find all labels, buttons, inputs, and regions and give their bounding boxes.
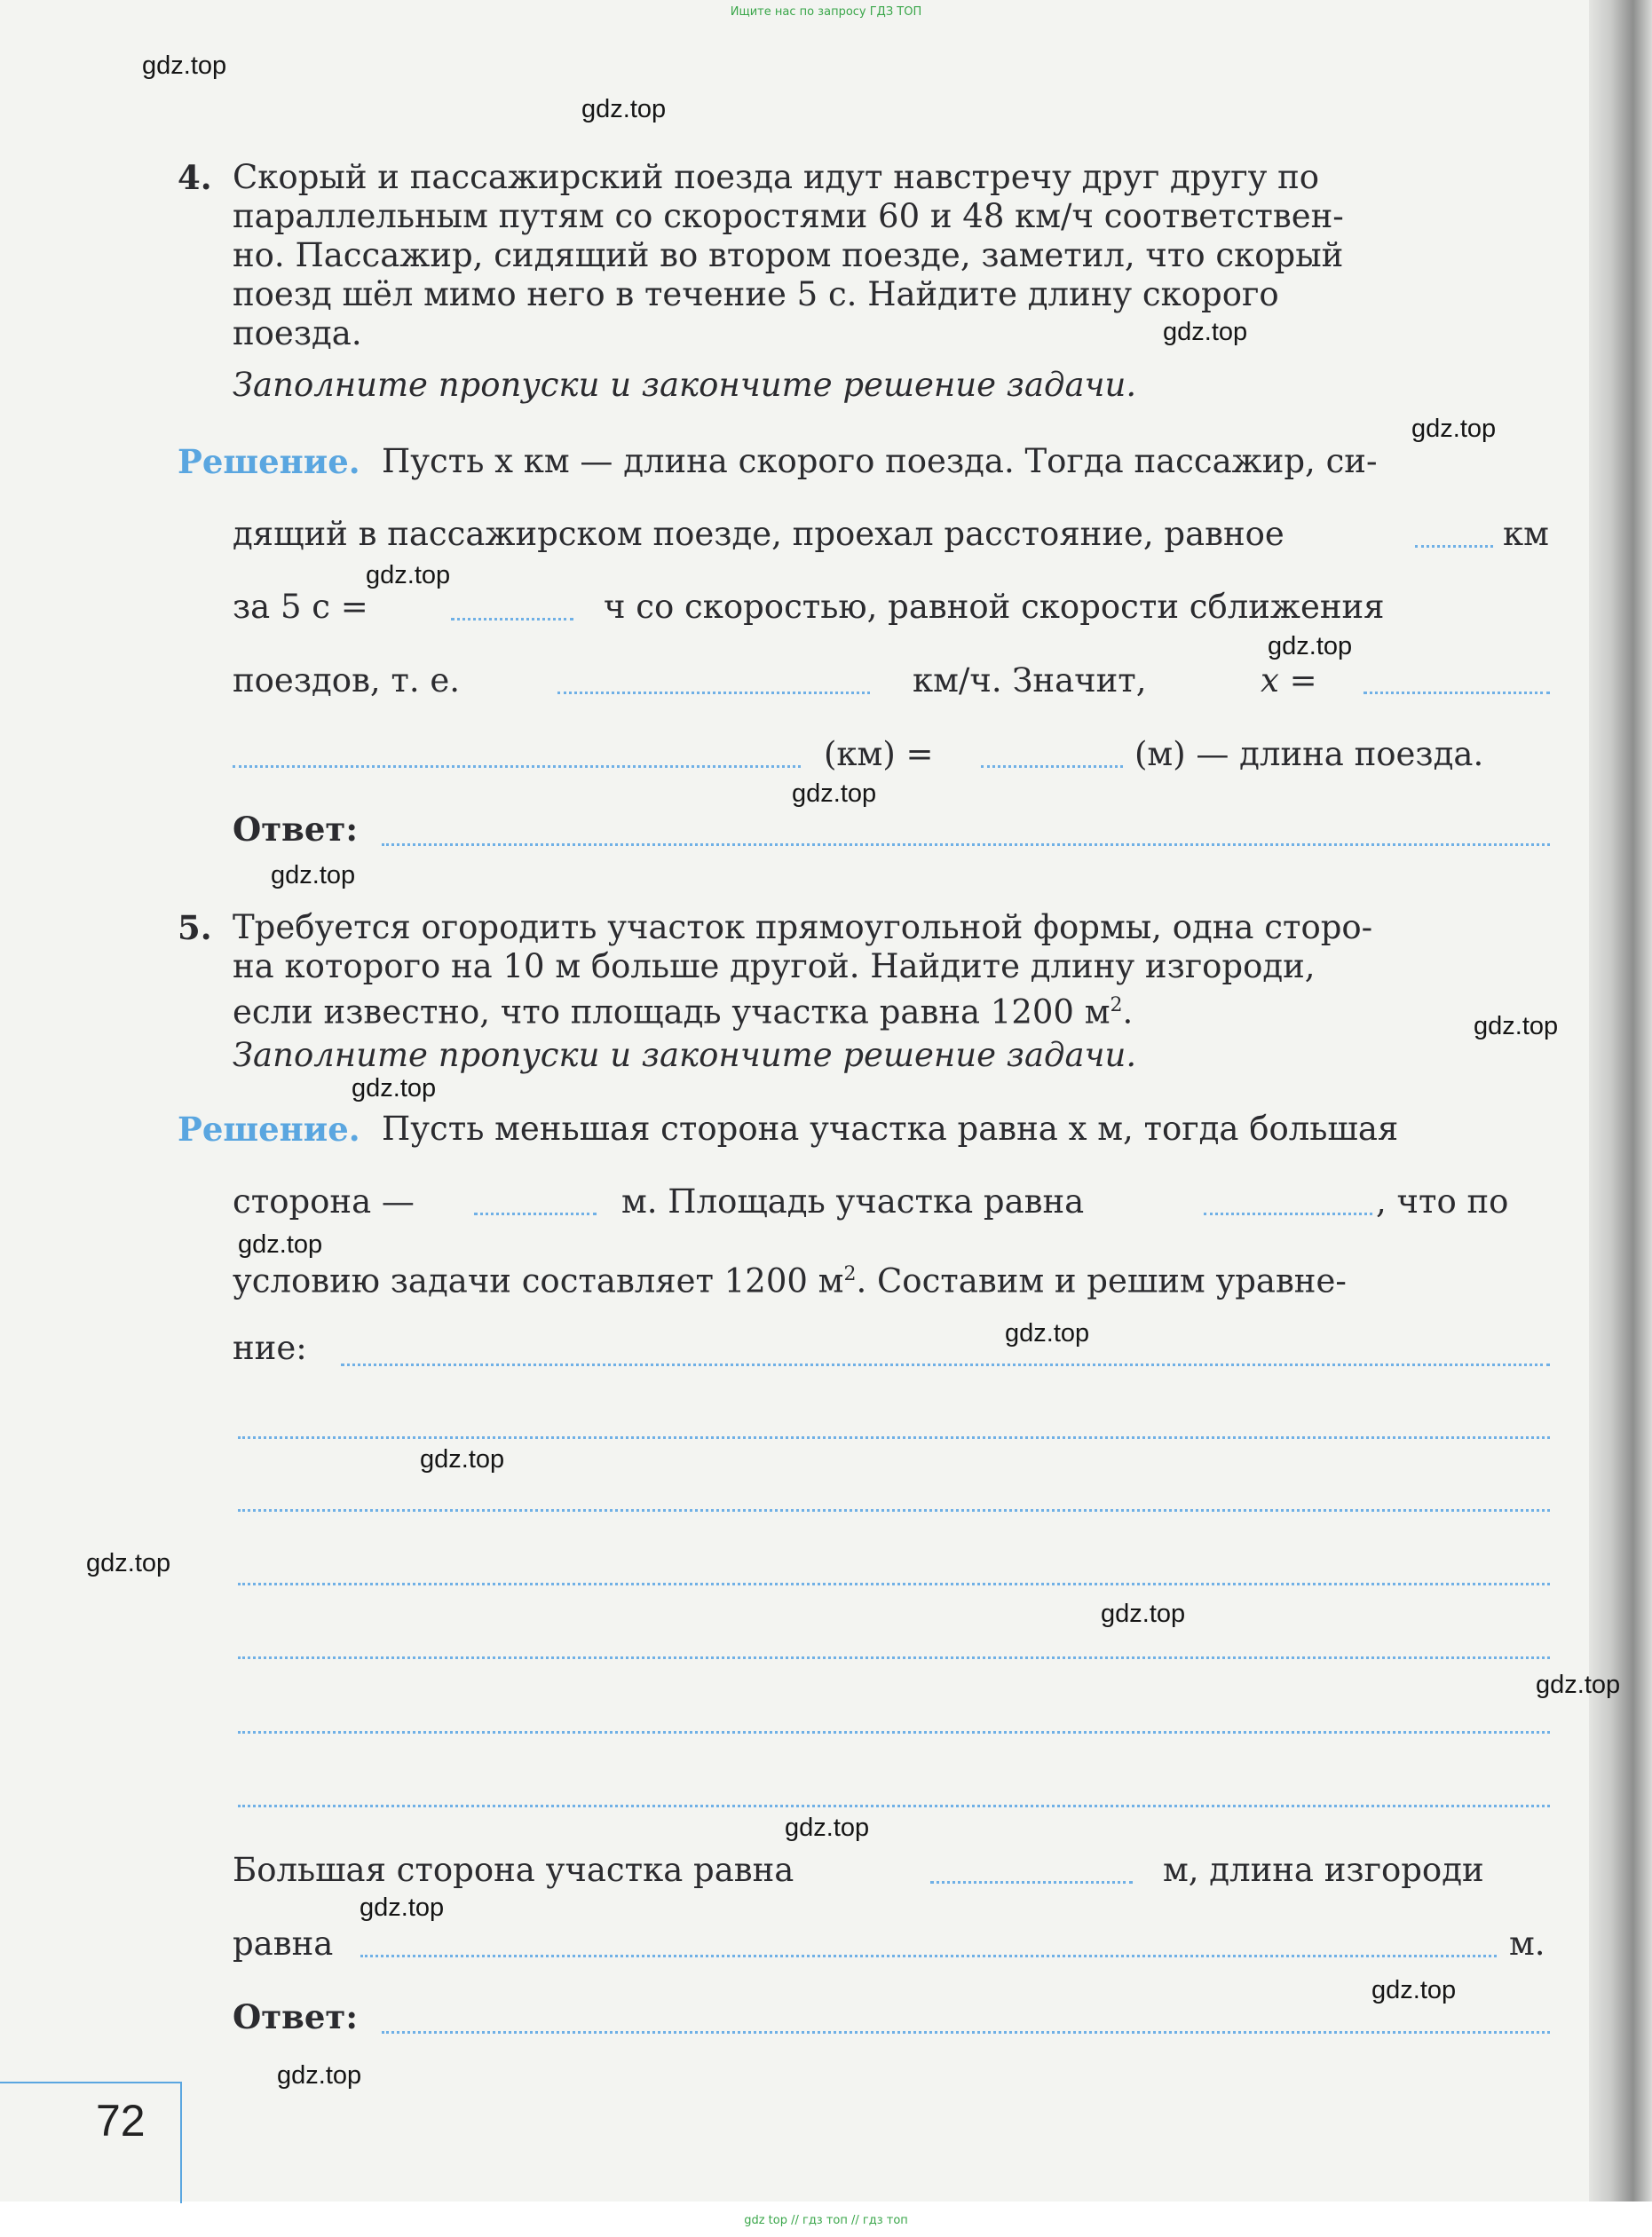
watermark: gdz.top: [420, 1445, 505, 1474]
task-4-solution-text: (м) — длина поезда.: [1134, 735, 1484, 773]
task-5-solution-text: м. Площадь участка равна: [621, 1182, 1085, 1221]
task-4-number: 4.: [178, 158, 212, 197]
task-4-line: поезд шёл мимо него в течение 5 с. Найдите длину скорого: [233, 275, 1279, 313]
task-4-line: Скорый и пассажирский поезда идут навстречу друг другу по: [233, 158, 1320, 196]
blank-larger-side[interactable]: [474, 1204, 597, 1215]
task-4-unit: км: [1503, 515, 1549, 553]
task-4-solution-text: поездов, т. е.: [233, 661, 461, 700]
blank-speed[interactable]: [557, 683, 870, 694]
watermark: gdz.top: [360, 1893, 445, 1922]
watermark: gdz.top: [792, 779, 877, 808]
task-4-solution-text: x =: [1261, 661, 1317, 700]
blank-meters[interactable]: [981, 756, 1123, 768]
task-5-solution-text: Пусть меньшая сторона участка равна x м, тогда большая: [382, 1110, 1399, 1148]
task-5-solution-text: м, длина изгороди: [1163, 1851, 1484, 1889]
task-5-line: Требуется огородить участок прямоугольной формы, одна сторо-: [233, 908, 1373, 946]
watermark: gdz.top: [86, 1549, 171, 1577]
watermark: gdz.top: [1101, 1600, 1186, 1628]
watermark: gdz.top: [785, 1814, 870, 1842]
task-5-solution-text: сторона —: [233, 1182, 415, 1221]
blank-larger-side-value[interactable]: [930, 1872, 1133, 1884]
task-4-solution-text: дящий в пассажирском поезде, проехал расстояние, равное: [233, 515, 1284, 553]
task-4-solution-label: Решение.: [178, 442, 360, 481]
watermark: gdz.top: [271, 861, 356, 889]
watermark: gdz.top: [238, 1230, 323, 1259]
task-4-answer-label: Ответ:: [233, 810, 358, 849]
watermark: gdz.top: [277, 2061, 362, 2090]
task-5-unit: м.: [1509, 1925, 1545, 1963]
watermark: gdz.top: [142, 51, 227, 80]
task-4-line: параллельным путям со скоростями 60 и 48 км/ч соответствен-: [233, 197, 1344, 235]
task-4-solution-text: за 5 с =: [233, 588, 368, 626]
watermark: gdz.top: [1371, 1976, 1457, 2004]
bottom-search-hint[interactable]: gdz top // гдз топ // гдз топ: [744, 2214, 908, 2227]
task-5-solution-text: Большая сторона участка равна: [233, 1851, 794, 1889]
watermark: gdz.top: [1536, 1671, 1621, 1699]
equation-field[interactable]: [238, 1509, 1550, 1512]
watermark: gdz.top: [1163, 318, 1248, 346]
watermark: gdz.top: [1411, 415, 1497, 443]
task-4-line: поезда.: [233, 314, 362, 352]
blank-fence-length[interactable]: [360, 1946, 1497, 1957]
task-5-solution-text: ние:: [233, 1329, 307, 1367]
equation-field[interactable]: [238, 1805, 1550, 1807]
task-4-solution-text: км/ч. Значит,: [913, 661, 1147, 700]
blank-x-value[interactable]: [1363, 683, 1550, 694]
blank-area[interactable]: [1204, 1204, 1372, 1215]
task-5-answer-label: Ответ:: [233, 1997, 358, 2036]
equation-field[interactable]: [238, 1436, 1550, 1439]
task-5-solution-text: , что по: [1376, 1182, 1509, 1221]
task-4-solution-text: Пусть x км — длина скорого поезда. Тогда пассажир, си-: [382, 442, 1378, 480]
task-4-answer-field[interactable]: [382, 843, 1550, 846]
equation-field[interactable]: [238, 1656, 1550, 1659]
page-number-box: [0, 2082, 182, 2203]
blank-time-hours[interactable]: [451, 609, 573, 621]
top-search-hint[interactable]: Ищите нас по запросу ГДЗ ТОП: [730, 5, 922, 19]
task-4-solution-text: (км) =: [824, 735, 934, 773]
task-5-instruction: Заполните пропуски и закончите решение задачи.: [233, 1036, 1137, 1074]
blank-distance[interactable]: [1415, 536, 1493, 548]
task-5-line: на которого на 10 м больше другой. Найдите длину изгороди,: [233, 947, 1316, 985]
watermark: gdz.top: [366, 561, 451, 589]
task-5-solution-text: условию задачи составляет 1200 $м^2$. Составим и решим уравне-: [233, 1261, 1347, 1300]
task-4-line: но. Пассажир, сидящий во втором поезде, заметил, что скорый: [233, 236, 1344, 274]
watermark: gdz.top: [1005, 1319, 1090, 1348]
task-5-number: 5.: [178, 908, 212, 947]
book-spine-shadow: [1589, 0, 1652, 2201]
watermark: gdz.top: [1474, 1012, 1559, 1040]
blank-x-expression[interactable]: [233, 756, 801, 768]
task-4-instruction: Заполните пропуски и закончите решение задачи.: [233, 366, 1137, 404]
task-4-solution-text: ч со скоростью, равной скорости сближения: [604, 588, 1385, 626]
task-5-line: если известно, что площадь участка равна 1200 $м^2$.: [233, 992, 1134, 1032]
watermark: gdz.top: [581, 95, 667, 123]
page-number: 72: [96, 2096, 146, 2146]
equation-field[interactable]: [238, 1731, 1550, 1734]
task-5-answer-field[interactable]: [382, 2031, 1550, 2034]
equation-field[interactable]: [238, 1583, 1550, 1585]
watermark: gdz.top: [352, 1074, 437, 1103]
task-5-solution-text: равна: [233, 1925, 334, 1963]
task-5-solution-label: Решение.: [178, 1110, 360, 1149]
watermark: gdz.top: [1268, 632, 1353, 660]
equation-field[interactable]: [341, 1364, 1550, 1366]
